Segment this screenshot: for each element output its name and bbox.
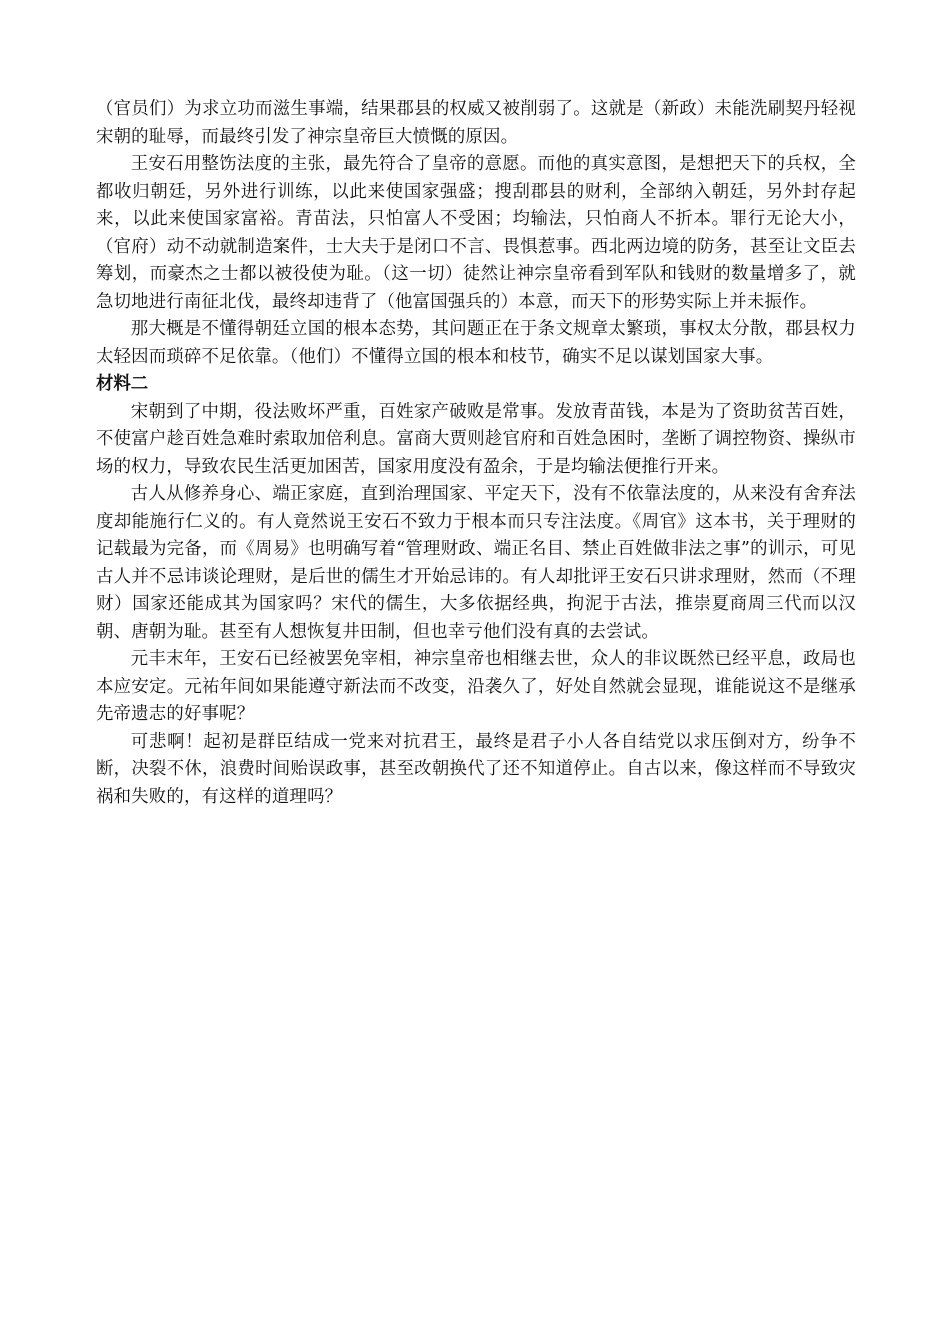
material1-paragraph-continued: （官员们）为求立功而滋生事端，结果郡县的权威又被削弱了。这就是（新政）未能洗刷契丹轻视宋朝的耻辱，而最终引发了神宗皇帝巨大愤慨的原因。 <box>96 99 856 147</box>
document-page <box>96 96 856 811</box>
material2-paragraph: 宋朝到了中期，役法败坏严重，百姓家产破败是常事。发放青苗钱，本是为了资助贫苦百姓，不使富户趁百姓急难时索取加倍利息。富商大贾则趁官府和百姓急困时，垄断了调控物资、操纵市场的权力，导致农民生活更加困苦，国家用度没有盈余，于是均输法便推行开来。 <box>96 401 856 477</box>
material2-paragraph: 古人从修养身心、端正家庭，直到治理国家、平定天下，没有不依靠法度的，从来没有舍弃法度却能施行仁义的。有人竟然说王安石不致力于根本而只专注法度。《周官》这本书，关于理财的记载最为完备，而《周易》也明确写着“管理财政、端正名目、禁止百姓做非法之事”的训示，可见古人并不忌讳谈论理财，是后世的儒生才开始忌讳的。有人却批评王安石只讲求理财，然而（不理财）国家还能成其为国家吗？宋代的儒生，大多依据经典，拘泥于古法，推崇夏商周三代而以汉朝、唐朝为耻。甚至有人想恢复井田制，但也幸亏他们没有真的去尝试。 <box>96 484 856 642</box>
material2-heading: 材料二 <box>96 374 149 394</box>
material2-paragraph: 元丰末年，王安石已经被罢免宰相，神宗皇帝也相继去世，众人的非议既然已经平息，政局也本应安定。元祐年间如果能遵守新法而不改变，沿袭久了，好处自然就会显现，谁能说这不是继承先帝遗志的好事呢？ <box>96 649 856 724</box>
material2-paragraph: 可悲啊！起初是群臣结成一党来对抗君王，最终是君子小人各自结党以求压倒对方，纷争不断，决裂不休，浪费时间贻误政事，甚至改朝换代了还不知道停止。自古以来，像这样而不导致灾祸和失败的，有这样的道理吗？ <box>96 731 856 807</box>
material1-paragraph: 王安石用整饬法度的主张，最先符合了皇帝的意愿。而他的真实意图，是想把天下的兵权，全都收归朝廷，另外进行训练，以此来使国家强盛；搜刮郡县的财利，全部纳入朝廷，另外封存起来，以此来使国家富裕。青苗法，只怕富人不受困；均输法，只怕商人不折本。罪行无论大小，（官府）动不动就制造案件，士大夫于是闭口不言、畏惧惹事。西北两边境的防务，甚至让文臣去筹划，而豪杰之士都以被役使为耻。（这一切）徒然让神宗皇帝看到军队和钱财的数量增多了，就急切地进行南征北伐，最终却违背了（他富国强兵的）本意，而天下的形势实际上并未振作。 <box>96 154 856 312</box>
material1-paragraph: 那大概是不懂得朝廷立国的根本态势，其问题正在于条文规章太繁琐，事权太分散，郡县权力太轻因而琐碎不足依靠。（他们）不懂得立国的根本和枝节，确实不足以谋划国家大事。 <box>96 319 856 367</box>
